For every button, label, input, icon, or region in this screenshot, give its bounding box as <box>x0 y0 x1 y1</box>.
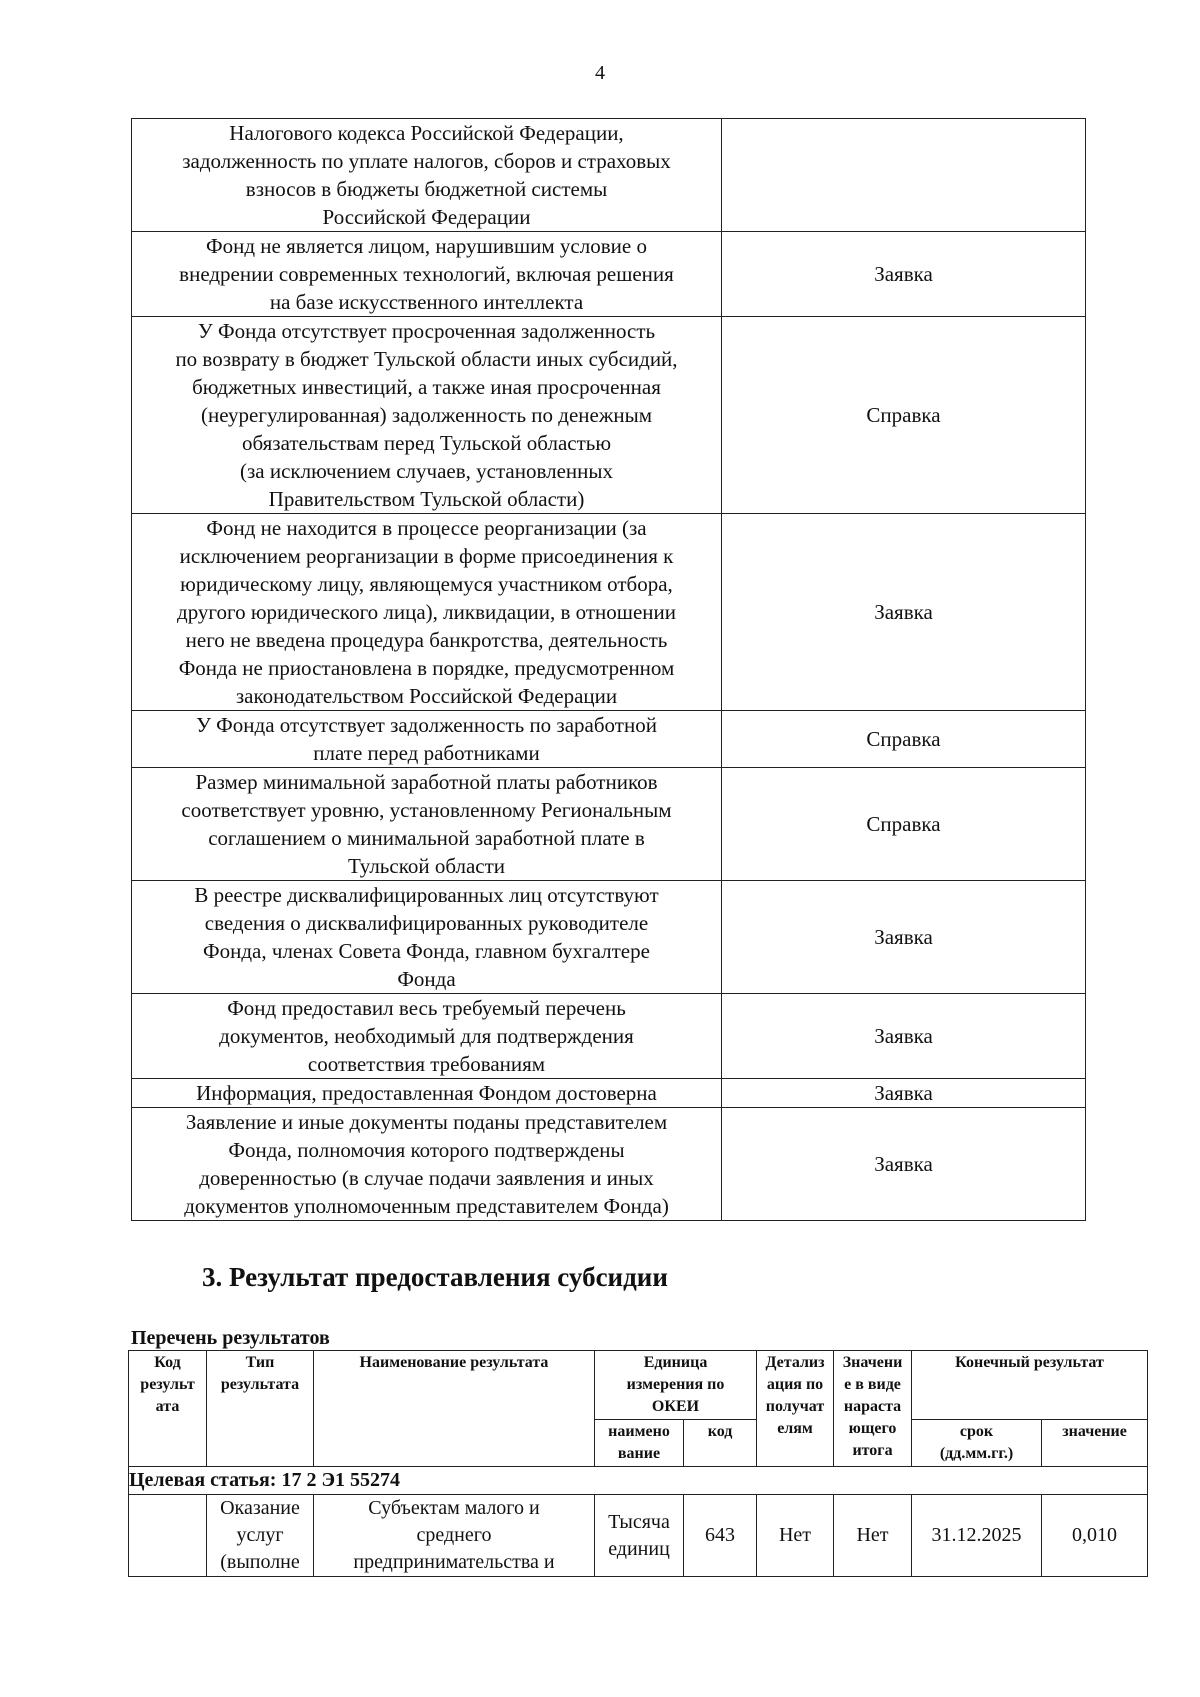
requirement-cell: Информация, предоставленная Фондом достоверна <box>132 1079 722 1108</box>
detail-value: Нет <box>757 1495 834 1577</box>
requirement-cell: В реестре дисквалифицированных лиц отсутствуют сведения о дисквалифицированных руководителе Фонда, членах Совета Фонда, главном бухгалтере Фонда <box>132 881 722 994</box>
table-row <box>132 994 1086 1079</box>
header-detail: Детализ ация по получат елям <box>757 1351 834 1467</box>
requirement-cell: Размер минимальной заработной платы работников соответствует уровню, установленному Региональным соглашением о минимальной заработной плате в Тульской области <box>132 768 722 881</box>
table-row <box>132 317 1086 514</box>
header-result-name: Наименование результата <box>314 1351 595 1467</box>
document-cell: Заявка <box>722 1108 1086 1221</box>
requirement-cell: У Фонда отсутствует задолженность по заработной плате перед работниками <box>132 711 722 768</box>
requirement-cell: Фонд не является лицом, нарушившим условие о внедрении современных технологий, включая решения на базе искусственного интеллекта <box>132 232 722 317</box>
document-cell: Заявка <box>722 994 1086 1079</box>
table-row <box>132 881 1086 994</box>
header-final-result: Конечный результат <box>912 1351 1148 1420</box>
target-article: Целевая статья: 17 2 Э1 55274 <box>129 1467 1148 1495</box>
header-result-code: Код результ ата <box>129 1351 207 1467</box>
header-unit: Единица измерения по ОКЕИ <box>595 1351 757 1420</box>
header-result-type: Тип результата <box>207 1351 314 1467</box>
result-code <box>129 1495 207 1577</box>
table-row <box>132 232 1086 317</box>
header-cumulative: Значени е в виде нараста ющего итога <box>834 1351 912 1467</box>
header-deadline: срок (дд.мм.гг.) <box>912 1420 1042 1467</box>
table-row <box>132 1079 1086 1108</box>
document-cell <box>722 119 1086 232</box>
page-number: 4 <box>595 62 605 84</box>
table-row <box>132 1108 1086 1221</box>
deadline-value: 31.12.2025 <box>912 1495 1042 1577</box>
requirements-table <box>131 118 1086 1221</box>
header-unit-code: код <box>684 1420 757 1467</box>
final-value: 0,010 <box>1042 1495 1148 1577</box>
requirement-cell: У Фонда отсутствует просроченная задолженность по возврату в бюджет Тульской области иных субсидий, бюджетных инвестиций, а также иная просроченная (неурегулированная) задолженность по денежным обязательствам перед Тульской областью (за исключением случаев, установленных Правительством Тульской области) <box>132 317 722 514</box>
document-cell: Заявка <box>722 881 1086 994</box>
cumulative-value: Нет <box>834 1495 912 1577</box>
header-value: значение <box>1042 1420 1148 1467</box>
document-cell: Заявка <box>722 514 1086 711</box>
table-row <box>129 1495 1148 1577</box>
unit-code: 643 <box>684 1495 757 1577</box>
result-type: Оказание услуг (выполне <box>207 1495 314 1577</box>
results-header-row-1 <box>129 1351 1148 1420</box>
document-cell: Справка <box>722 711 1086 768</box>
document-cell: Заявка <box>722 1079 1086 1108</box>
requirement-cell: Фонд предоставил весь требуемый перечень документов, необходимый для подтверждения соответствия требованиям <box>132 994 722 1079</box>
table-row <box>132 119 1086 232</box>
header-unit-name: наимено вание <box>595 1420 684 1467</box>
result-name: Субъектам малого и среднего предпринимательства и <box>314 1495 595 1577</box>
document-cell: Справка <box>722 317 1086 514</box>
results-subtitle: Перечень результатов <box>131 1327 330 1349</box>
document-cell: Заявка <box>722 232 1086 317</box>
table-row <box>132 711 1086 768</box>
document-cell: Справка <box>722 768 1086 881</box>
unit-name: Тысяча единиц <box>595 1495 684 1577</box>
requirement-cell: Налогового кодекса Российской Федерации, задолженность по уплате налогов, сборов и страховых взносов в бюджеты бюджетной системы Российской Федерации <box>132 119 722 232</box>
results-table <box>128 1350 1148 1577</box>
requirement-cell: Фонд не находится в процессе реорганизации (за исключением реорганизации в форме присоединения к юридическому лицу, являющемуся участником отбора, другого юридического лица), ликвидации, в отношении него не введена процедура банкротства, деятельность Фонда не приостановлена в порядке, предусмотренном законодательством Российской Федерации <box>132 514 722 711</box>
section-heading: 3. Результат предоставления субсидии <box>202 1262 668 1292</box>
requirement-cell: Заявление и иные документы поданы представителем Фонда, полномочия которого подтверждены доверенностью (в случае подачи заявления и иных документов уполномоченным представителем Фонда) <box>132 1108 722 1221</box>
table-row <box>132 514 1086 711</box>
table-row <box>132 768 1086 881</box>
target-article-row <box>129 1467 1148 1495</box>
